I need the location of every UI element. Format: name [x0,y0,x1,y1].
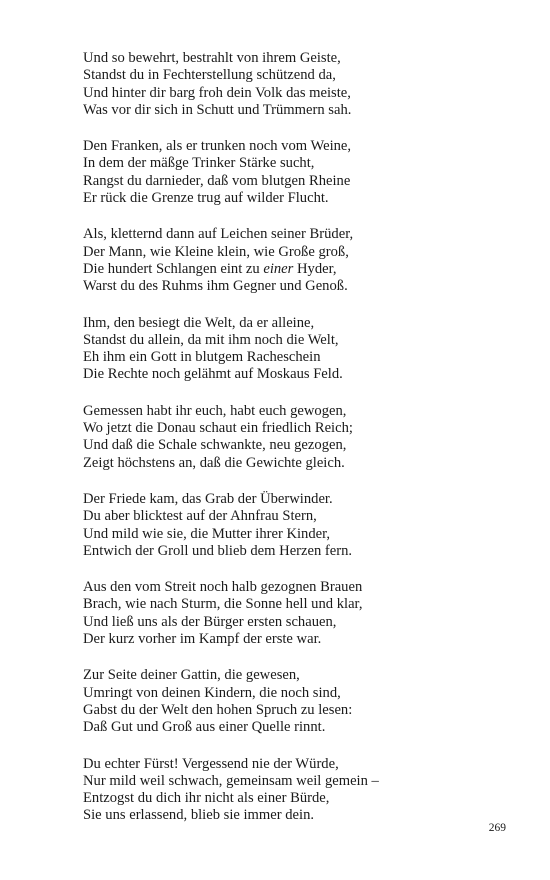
poem-line: Und ließ uns als der Bürger ersten schauen, [83,613,337,630]
stanza-8 [83,667,503,736]
poem-line: Brach, wie nach Sturm, die Sonne hell und klar, [83,596,363,613]
poem-line-segment: Die hundert Schlangen eint zu [83,260,264,277]
poem-line: Ihm, den besiegt die Welt, da er alleine, [83,314,315,331]
stanza-3 [83,226,503,295]
stanza-9 [83,756,503,825]
poem-line: Standst du in Fechterstellung schützend da, [83,67,336,84]
poem-line: Warst du des Ruhms ihm Gegner und Genoß. [83,278,348,295]
poem-line: Der kurz vorher im Kampf der erste war. [83,631,322,648]
poem-line: Zur Seite deiner Gattin, die gewesen, [83,667,300,684]
stanza-6 [83,491,503,560]
poem-line: Und mild wie sie, die Mutter ihrer Kinder, [83,525,331,542]
emphasized-word: einer [263,260,294,277]
poem-line: Daß Gut und Groß aus einer Quelle rinnt. [83,719,326,736]
poem-line: Und hinter dir barg froh dein Volk das meiste, [83,84,351,101]
poem-line: Wo jetzt die Donau schaut ein friedlich Reich; [83,420,353,437]
stanza-7 [83,579,503,648]
poem-line: Was vor dir sich in Schutt und Trümmern sah. [83,101,352,118]
poem-line: Entwich der Groll und blieb dem Herzen fern. [83,542,353,559]
poem-line: Du aber blicktest auf der Ahnfrau Stern, [83,508,317,525]
poem-line: Aus den vom Streit noch halb gezognen Brauen [83,579,363,596]
page-number: 269 [488,822,506,834]
poem-line: Nur mild weil schwach, gemeinsam weil gemein – [83,772,379,789]
poem-line: Standst du allein, da mit ihm noch die Welt, [83,331,339,348]
poem-line: Sie uns erlassend, blieb sie immer dein. [83,807,315,824]
poem-line: Und daß die Schale schwankte, neu gezogen, [83,437,347,454]
poem-line: Als, kletternd dann auf Leichen seiner Brüder, [83,226,354,243]
stanza-4 [83,315,503,384]
poem-line: Gemessen habt ihr euch, habt euch gewogen, [83,402,347,419]
poem-line: Eh ihm ein Gott in blutgem Racheschein [83,349,321,366]
poem-line: Die Rechte noch gelähmt auf Moskaus Feld. [83,366,343,383]
poem-line [83,261,503,278]
poem-line: Du echter Fürst! Vergessend nie der Würde, [83,755,339,772]
poem [83,50,503,844]
poem-line: Zeigt höchstens an, daß die Gewichte gleich. [83,454,345,471]
poem-line: Rangst du darnieder, daß vom blutgen Rheine [83,172,351,189]
poem-line: Und so bewehrt, bestrahlt von ihrem Geiste, [83,50,341,66]
stanza-1 [83,50,503,119]
poem-line: In dem der mäßge Trinker Stärke sucht, [83,155,315,172]
poem-line: Den Franken, als er trunken noch vom Weine, [83,138,352,155]
poem-line: Umringt von deinen Kindern, die noch sind, [83,684,341,701]
poem-line: Der Friede kam, das Grab der Überwinder. [83,490,333,507]
poem-line: Entzogst du dich ihr nicht als einer Bürde, [83,790,330,807]
stanza-5 [83,403,503,472]
stanza-2 [83,138,503,207]
poem-line: Er rück die Grenze trug auf wilder Flucht. [83,190,329,207]
poem-line: Gabst du der Welt den hohen Spruch zu lesen: [83,701,353,718]
poem-line-segment: Hyder, [293,260,337,277]
poem-line: Der Mann, wie Kleine klein, wie Große groß, [83,243,349,260]
